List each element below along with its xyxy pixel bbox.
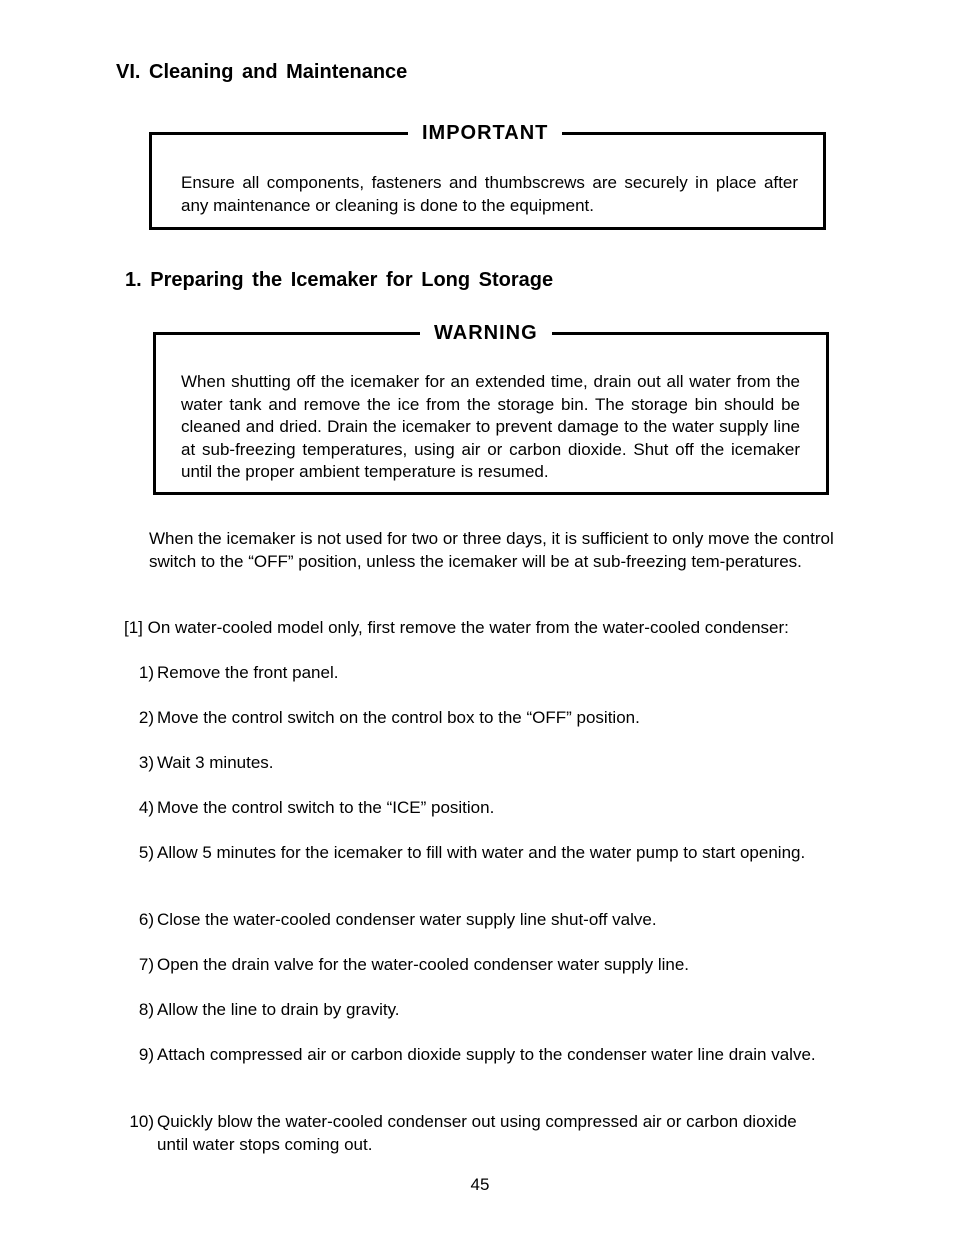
step-number: 8) bbox=[138, 1000, 154, 1019]
intro-paragraph: When the icemaker is not used for two or three days, it is sufficient to only move the control switch to the “OFF” position, unless the icemaker will be at sub-freezing tem-peratures. bbox=[149, 529, 834, 571]
step-number: 6) bbox=[138, 910, 154, 929]
step-number: 4) bbox=[138, 798, 154, 817]
step-number: 10) bbox=[129, 1112, 154, 1131]
step-text: Allow 5 minutes for the icemaker to fill with water and the water pump to start opening. bbox=[157, 843, 806, 862]
step-group-heading: [1] On water-cooled model only, first remove the water from the water-cooled condenser: bbox=[124, 618, 789, 637]
step-number: 5) bbox=[138, 843, 154, 862]
important-title: IMPORTANT bbox=[408, 120, 562, 146]
step-number: 7) bbox=[138, 955, 154, 974]
step-text: Allow the line to drain by gravity. bbox=[157, 1000, 400, 1019]
step-number: 9) bbox=[138, 1045, 154, 1064]
warning-text: When shutting off the icemaker for an extended time, drain out all water from the water tank and remove the ice from the storage bin. The storage bin should be cleaned and dried. Drain the icemaker to prevent damage to the water supply line at sub-freezing temperatures, using air or carbon dioxide. Shut off the icemaker until the proper ambient temperature is resumed. bbox=[181, 372, 800, 481]
step-text: Remove the front panel. bbox=[157, 663, 339, 682]
step-text: Wait 3 minutes. bbox=[157, 753, 274, 772]
subsection-title: 1. Preparing the Icemaker for Long Storage bbox=[125, 269, 554, 291]
step-number: 1) bbox=[138, 663, 154, 682]
warning-box bbox=[153, 322, 829, 495]
warning-title: WARNING bbox=[420, 320, 552, 346]
step-text: Open the drain valve for the water-cooled condenser water supply line. bbox=[157, 955, 690, 974]
step-number: 3) bbox=[138, 753, 154, 772]
section-title: VI. Cleaning and Maintenance bbox=[116, 61, 408, 83]
important-text: Ensure all components, fasteners and thumbscrews are securely in place after any maintenance or cleaning is done to the equipment. bbox=[181, 173, 798, 215]
step-text: Move the control switch on the control box to the “OFF” position. bbox=[157, 708, 640, 727]
step-text: Quickly blow the water-cooled condenser out using compressed air or carbon dioxide until water stops coming out. bbox=[157, 1112, 797, 1154]
step-text: Attach compressed air or carbon dioxide supply to the condenser water line drain valve. bbox=[157, 1045, 816, 1064]
step-text: Move the control switch to the “ICE” position. bbox=[157, 798, 495, 817]
page-number: 45 bbox=[470, 1175, 490, 1194]
step-number: 2) bbox=[138, 708, 154, 727]
step-text: Close the water-cooled condenser water supply line shut-off valve. bbox=[157, 910, 657, 929]
important-box bbox=[149, 122, 826, 230]
